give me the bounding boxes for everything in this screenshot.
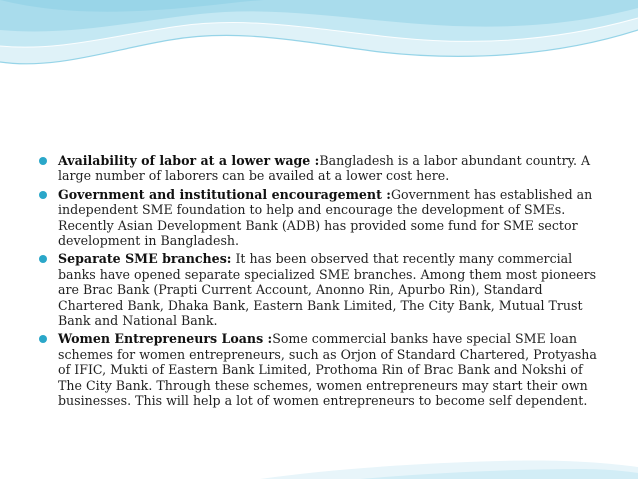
bullet-term: Separate SME branches:	[58, 251, 232, 267]
bullet-dot-icon	[39, 335, 47, 343]
bullet-text: Bangladesh is a labor abundant country. A large number of laborers can be availed at a lower cost here.	[58, 153, 591, 184]
bullet-text: It has been observed that recently many commercial banks have opened separate specialized SME branches. Among them most pioneers are Brac Bank (Prapti Current Account, Anonno Rin, Apurbo Rin), Standard Chartered Bank, Dhaka Bank, Eastern Bank Limited, The City Bank, Mutual Trust Bank and National Bank.	[58, 251, 597, 329]
bullet-dot-icon	[39, 255, 47, 263]
bullet-term: Women Entrepreneurs Loans :	[58, 331, 273, 347]
bullet-text: Government has established an independent SME foundation to help and encourage the development of SMEs. Recently Asian Development Bank (ADB) has provided some fund for SME sector development in Bangladesh.	[58, 186, 593, 249]
bullet-term: Availability of labor at a lower wage :	[58, 153, 320, 168]
bullet-text: Some commercial banks have special SME loan schemes for women entrepreneurs, such as Orjon of Standard Chartered, Protyasha of IFIC, Mukti of Eastern Bank Limited, Prothoma Rin of Brac Bank and Nokshi of The City Bank. Through these schemes, women entrepreneurs may start their own businesses. This will help a lot of women entrepreneurs to become self dependent.	[58, 331, 597, 409]
list-item	[36, 187, 610, 249]
bullet-dot-icon	[39, 191, 47, 199]
list-item	[36, 251, 610, 328]
bullet-list	[36, 153, 610, 412]
list-item	[36, 331, 610, 408]
list-item	[36, 153, 610, 184]
top-wave-decoration	[0, 0, 638, 110]
bullet-term: Government and institutional encouragement :	[58, 186, 391, 202]
bottom-wave-decoration	[0, 419, 638, 479]
bullet-dot-icon	[39, 157, 47, 165]
